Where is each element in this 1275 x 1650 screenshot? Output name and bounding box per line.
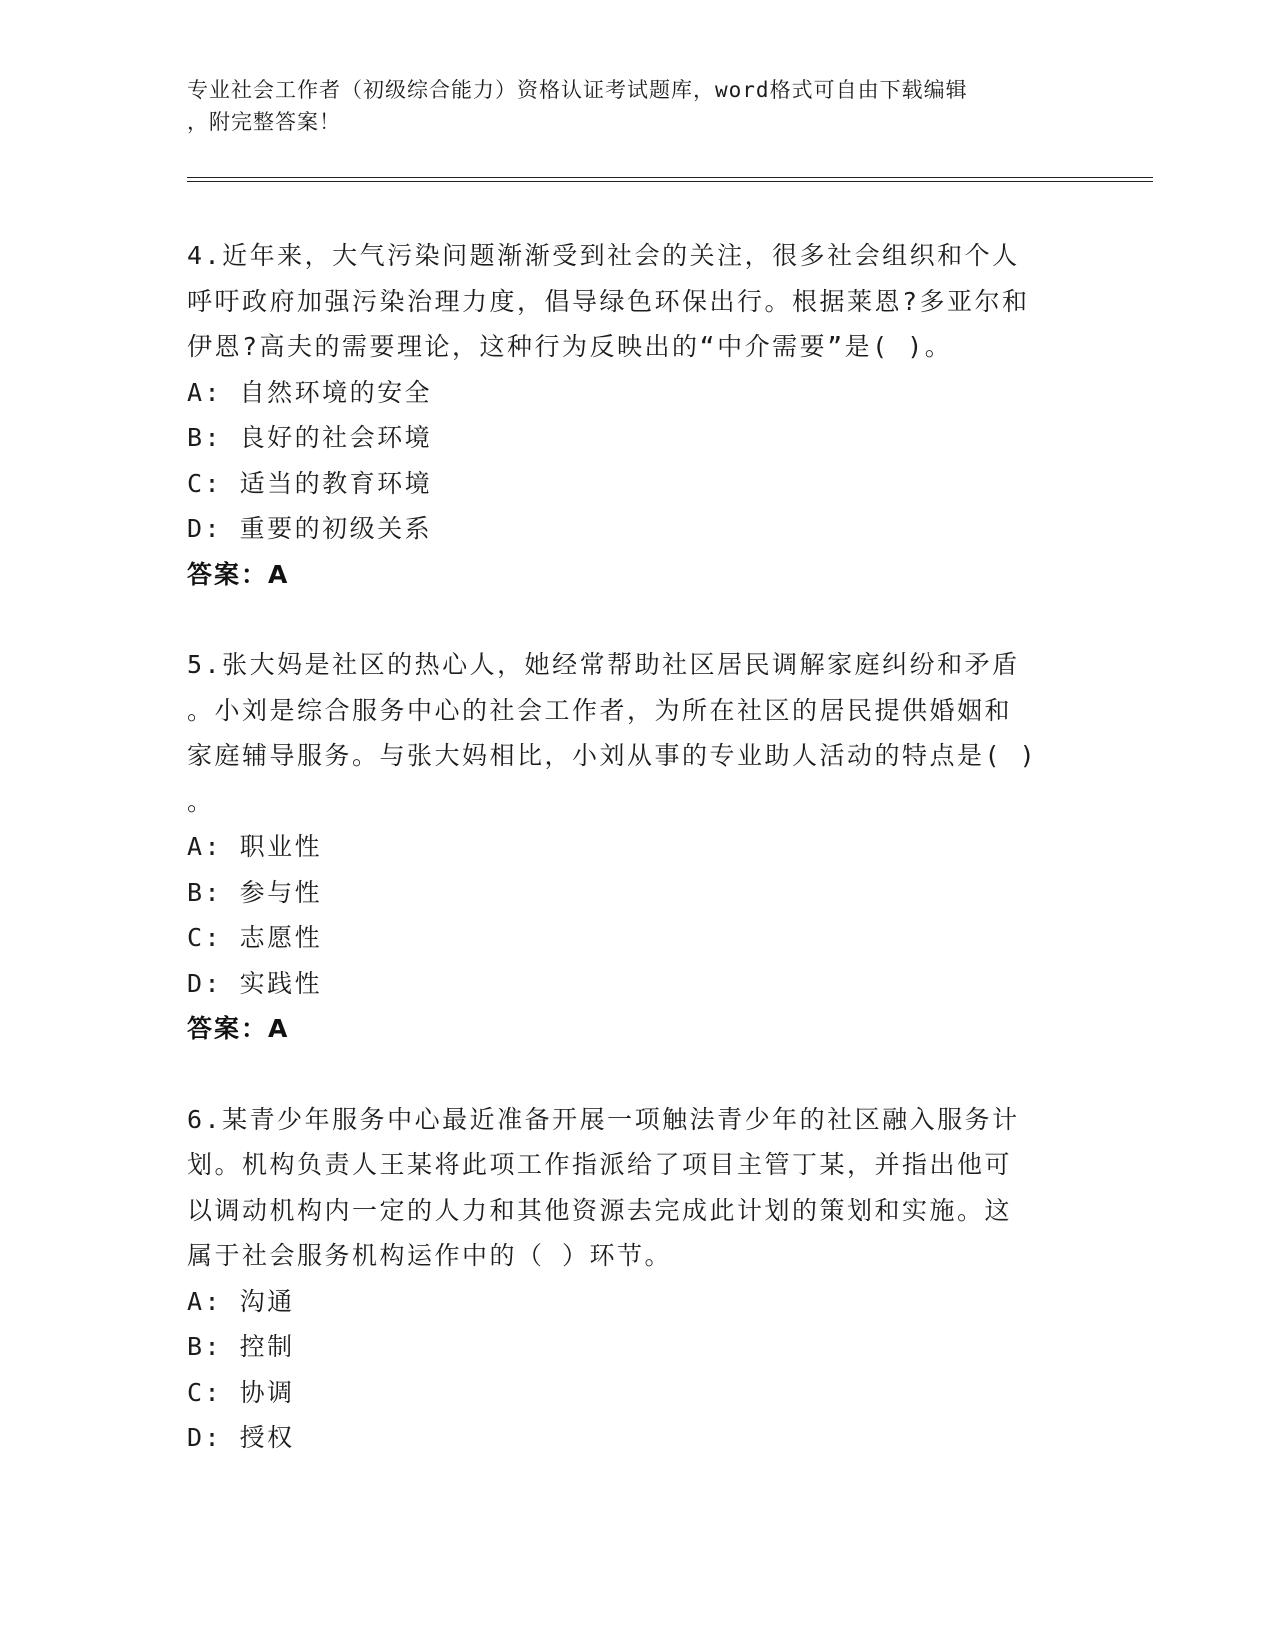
option-b: B: 良好的社会环境 xyxy=(187,423,433,452)
question-line: 5.张大妈是社区的热心人，她经常帮助社区居民调解家庭纠纷和矛盾 xyxy=(187,650,1020,679)
header-line-2: ，附完整答案！ xyxy=(187,110,341,134)
question-4 xyxy=(187,233,1087,597)
answer-label: 答案：A xyxy=(187,1014,290,1043)
option-d: D: 重要的初级关系 xyxy=(187,514,433,543)
question-list xyxy=(187,233,1087,1461)
option-d: D: 授权 xyxy=(187,1423,295,1452)
question-line: 属于社会服务机构运作中的（ ）环节。 xyxy=(187,1241,673,1270)
question-line: 伊恩?高夫的需要理论，这种行为反映出的“中介需要”是( )。 xyxy=(187,332,953,361)
header-divider-bottom xyxy=(187,181,1153,182)
question-line: 家庭辅导服务。与张大妈相比，小刘从事的专业助人活动的特点是( ) xyxy=(187,741,1038,770)
question-4-stem xyxy=(187,233,1087,370)
question-line: 。小刘是综合服务中心的社会工作者，为所在社区的居民提供婚姻和 xyxy=(187,695,1013,725)
question-5 xyxy=(187,642,1087,1052)
question-line: 以调动机构内一定的人力和其他资源去完成此计划的策划和实施。这 xyxy=(187,1195,1013,1225)
option-a: A: 职业性 xyxy=(187,832,323,861)
question-line: 6.某青少年服务中心最近准备开展一项触法青少年的社区融入服务计 xyxy=(187,1104,1020,1134)
answer-label: 答案：A xyxy=(187,559,290,589)
option-a: A: 沟通 xyxy=(187,1286,295,1316)
document-header xyxy=(187,74,1067,138)
option-c: C: 适当的教育环境 xyxy=(187,468,433,498)
question-line: 。 xyxy=(187,786,215,816)
question-5-stem xyxy=(187,642,1087,824)
question-6-stem xyxy=(187,1097,1087,1279)
header-line-1: 专业社会工作者（初级综合能力）资格认证考试题库，word格式可自由下载编辑 xyxy=(187,78,968,102)
option-b: B: 控制 xyxy=(187,1332,295,1361)
option-c: C: 志愿性 xyxy=(187,923,323,952)
question-line: 划。机构负责人王某将此项工作指派给了项目主管丁某，并指出他可 xyxy=(187,1150,1013,1179)
option-d: D: 实践性 xyxy=(187,968,323,998)
option-c: C: 协调 xyxy=(187,1377,295,1407)
option-a: A: 自然环境的安全 xyxy=(187,377,433,407)
question-line: 呼吁政府加强污染治理力度，倡导绿色环保出行。根据莱恩?多亚尔和 xyxy=(187,286,1030,316)
header-divider-top xyxy=(187,177,1153,178)
spacer xyxy=(187,597,1087,642)
question-6 xyxy=(187,1097,1087,1461)
question-line: 4.近年来，大气污染问题渐渐受到社会的关注，很多社会组织和个人 xyxy=(187,241,1020,270)
option-b: B: 参与性 xyxy=(187,877,323,907)
spacer xyxy=(187,1052,1087,1097)
